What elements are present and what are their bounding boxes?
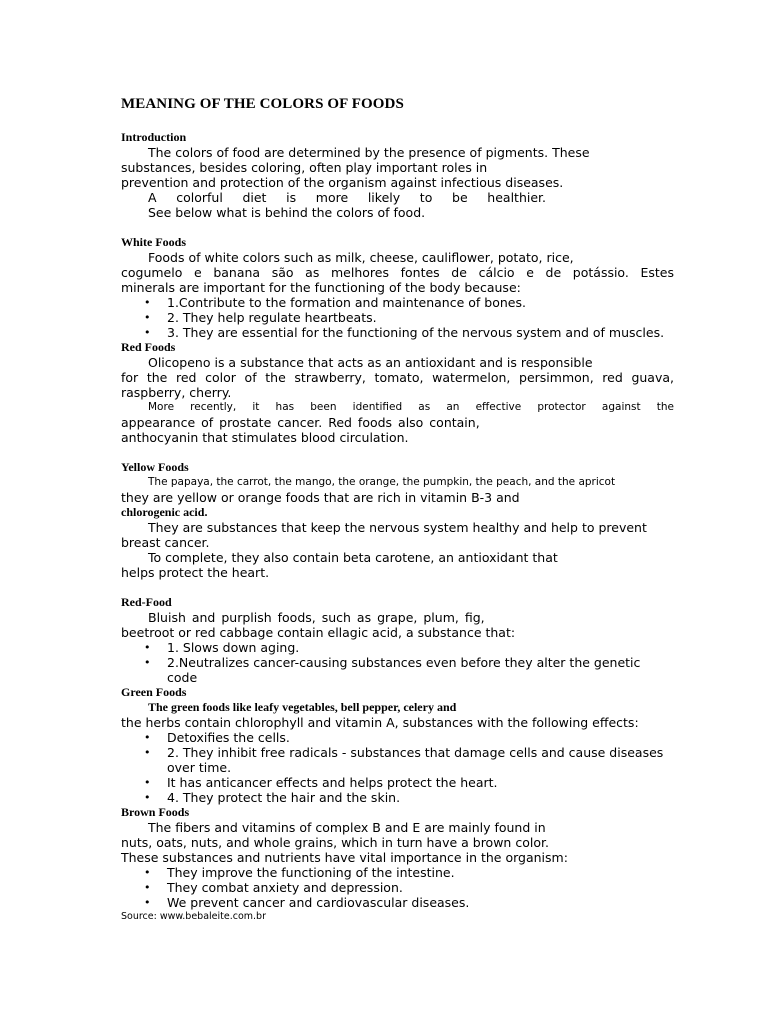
list-item [121, 895, 674, 910]
paragraph-line: A colorful diet is more likely to be healthier. [148, 190, 546, 205]
paragraph-line: substances, besides coloring, often play important roles in [121, 160, 488, 175]
paragraph-line: raspberry, cherry. [121, 385, 232, 400]
paragraph-line: These substances and nutrients have vital importance in the organism: [121, 850, 568, 865]
page-title: MEANING OF THE COLORS OF FOODS [121, 96, 404, 112]
list-item-text: 1. Slows down aging. [167, 640, 300, 655]
bullet-icon: • [144, 791, 151, 804]
section-red-food [121, 595, 674, 685]
bullet-icon: • [144, 311, 151, 324]
list-item-text: It has anticancer effects and helps protect the heart. [167, 775, 498, 790]
list-item-text: 2.Neutralizes cancer-causing substances even before they alter the genetic code [167, 655, 641, 685]
paragraph-line: Olicopeno is a substance that acts as an antioxidant and is responsible [148, 355, 593, 370]
paragraph-line: helps protect the heart. [121, 565, 270, 580]
section-heading: Green Foods [121, 685, 187, 699]
bullet-icon: • [144, 641, 151, 654]
bullet-icon: • [144, 881, 151, 894]
section-heading: Red Foods [121, 340, 176, 354]
paragraph-line: More recently, it has been identified as an effective protector against the [148, 401, 674, 413]
paragraph-line: See below what is behind the colors of food. [148, 205, 426, 220]
paragraph-line: for the red color of the strawberry, tomato, watermelon, persimmon, red guava, [121, 370, 674, 385]
paragraph-line: The colors of food are determined by the presence of pigments. These [148, 145, 590, 160]
list-item [121, 730, 674, 745]
list-item-text: 1.Contribute to the formation and maintenance of bones. [167, 295, 526, 310]
section-heading: Brown Foods [121, 805, 190, 819]
bullet-icon: • [144, 776, 151, 789]
paragraph-line: the herbs contain chlorophyll and vitamin A, substances with the following effects: [121, 715, 639, 730]
list-item [121, 880, 674, 895]
list-item-text: Detoxifies the cells. [167, 730, 290, 745]
bullet-icon: • [144, 656, 151, 669]
paragraph-line: nuts, oats, nuts, and whole grains, which in turn have a brown color. [121, 835, 549, 850]
section-brown-foods [121, 805, 674, 910]
paragraph-line: Foods of white colors such as milk, cheese, cauliflower, potato, rice, [148, 250, 574, 265]
paragraph-line: minerals are important for the functioning of the body because: [121, 280, 521, 295]
spacer [121, 220, 674, 235]
list-item [121, 790, 674, 805]
paragraph-line: prevention and protection of the organism against infectious diseases. [121, 175, 564, 190]
bullet-icon: • [144, 296, 151, 309]
section-introduction [121, 130, 674, 220]
list-item-text: 2. They inhibit free radicals - substances that damage cells and cause diseases over time. [167, 745, 664, 775]
list-item [121, 745, 674, 775]
list-item-text: 4. They protect the hair and the skin. [167, 790, 401, 805]
paragraph-line: The fibers and vitamins of complex B and E are mainly found in [148, 820, 546, 835]
spacer [121, 580, 674, 595]
paragraph-line: beetroot or red cabbage contain ellagic acid, a substance that: [121, 625, 516, 640]
list-item [121, 775, 674, 790]
bullet-icon: • [144, 746, 151, 759]
paragraph-line-wrap [121, 190, 674, 205]
list-item [121, 295, 674, 310]
section-green-foods [121, 685, 674, 805]
paragraph-line: anthocyanin that stimulates blood circulation. [121, 430, 409, 445]
bullet-icon: • [144, 326, 151, 339]
section-heading: White Foods [121, 235, 187, 249]
paragraph-line: The papaya, the carrot, the mango, the orange, the pumpkin, the peach, and the apricot [148, 476, 616, 488]
bullet-icon: • [144, 731, 151, 744]
bullet-icon: • [144, 866, 151, 879]
section-yellow-foods [121, 460, 674, 580]
list-item [121, 325, 674, 340]
paragraph-line: They are substances that keep the nervous system healthy and help to prevent [148, 520, 647, 535]
list-item [121, 640, 674, 655]
section-heading: Introduction [121, 130, 187, 144]
list-item [121, 865, 674, 880]
paragraph-line: they are yellow or orange foods that are rich in vitamin B-3 and [121, 490, 520, 505]
paragraph-line: breast cancer. [121, 535, 210, 550]
list-item [121, 310, 674, 325]
section-heading: Red-Food [121, 595, 172, 609]
section-white-foods [121, 235, 674, 340]
list-item-text: 3. They are essential for the functioning of the nervous system and of muscles. [167, 325, 665, 340]
bullet-icon: • [144, 896, 151, 909]
paragraph-line: appearance of prostate cancer. Red foods also contain, [121, 415, 480, 430]
paragraph-line: cogumelo e banana são as melhores fontes de cálcio e de potássio. Estes [121, 265, 674, 280]
paragraph-line: The green foods like leafy vegetables, bell pepper, celery and [148, 700, 457, 714]
source-citation: Source: www.bebaleite.com.br [121, 911, 266, 922]
list-item-text: They combat anxiety and depression. [167, 880, 403, 895]
section-red-foods [121, 340, 674, 445]
document-body [121, 96, 674, 924]
list-item-text: We prevent cancer and cardiovascular diseases. [167, 895, 470, 910]
list-item [121, 655, 674, 685]
list-item-text: 2. They help regulate heartbeats. [167, 310, 377, 325]
paragraph-line: To complete, they also contain beta carotene, an antioxidant that [148, 550, 558, 565]
spacer [121, 445, 674, 460]
paragraph-line: Bluish and purplish foods, such as grape, plum, fig, [148, 610, 485, 625]
paragraph-line: chlorogenic acid. [121, 505, 208, 519]
section-heading: Yellow Foods [121, 460, 189, 474]
list-item-text: They improve the functioning of the intestine. [167, 865, 455, 880]
